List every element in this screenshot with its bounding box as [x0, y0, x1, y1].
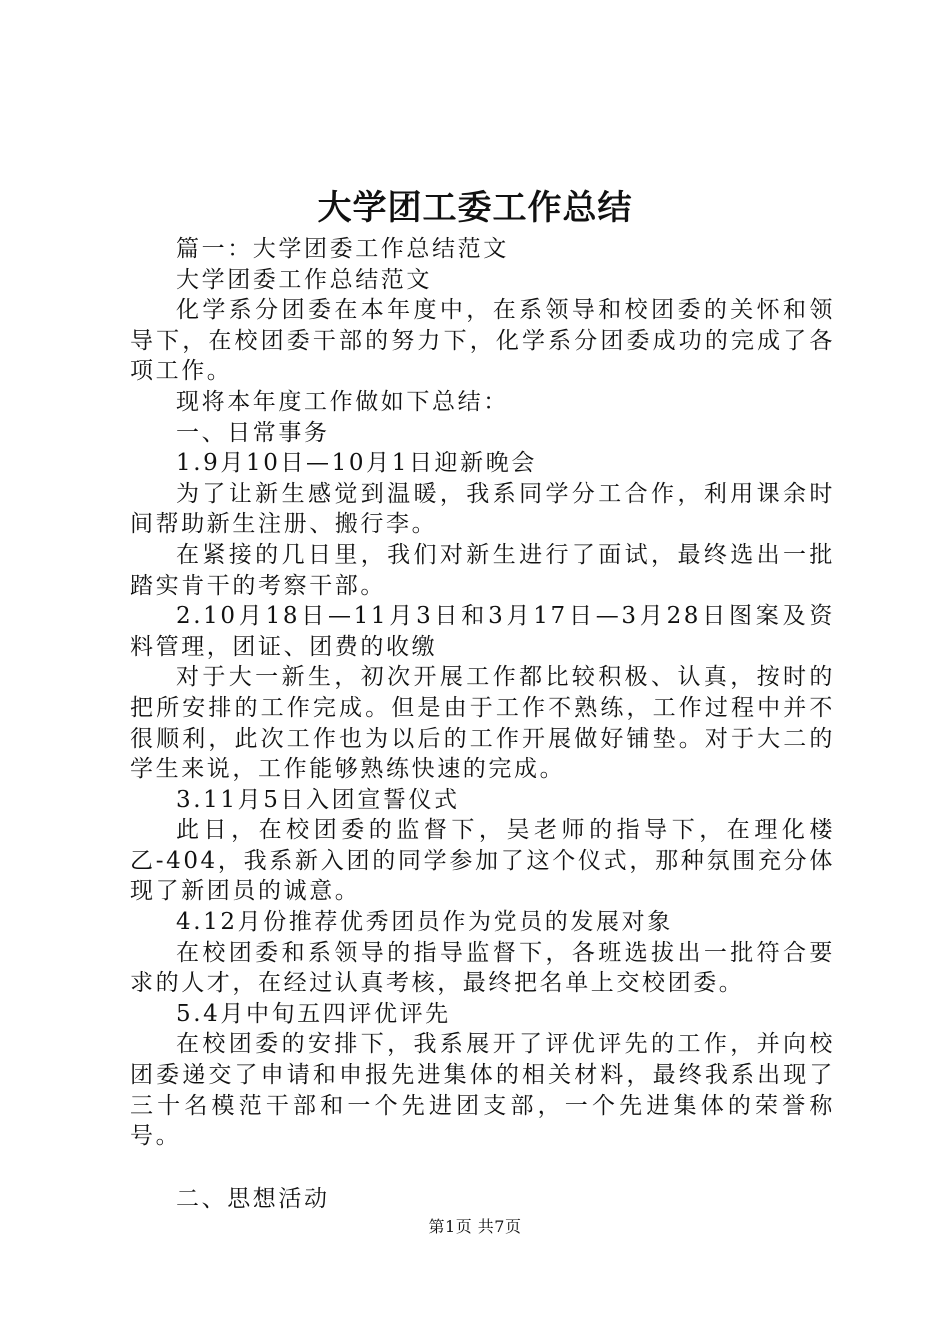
section-heading: 一、日常事务: [176, 419, 330, 446]
paragraph: 在校团委和系领导的指导监督下，各班选拔出一批符合要求的人才，在经过认真考核，最终把名单上交校团委。: [130, 939, 835, 997]
document-body: [130, 234, 835, 1214]
paragraph: 此日，在校团委的监督下，吴老师的指导下，在理化楼乙-404，我系新入团的同学参加了这个仪式，那种氛围充分体现了新团员的诚意。: [130, 817, 835, 905]
paragraph: 在校团委的安排下，我系展开了评优评先的工作，并向校团委递交了申请和申报先进集体的相关材料，最终我系出现了三十名模范干部和一个先进团支部，一个先进集体的荣誉称号。: [130, 1031, 835, 1150]
page-footer: 第1页 共7页: [428, 1217, 522, 1236]
document-title: 大学团工委工作总结: [317, 188, 633, 228]
paragraph: 现将本年度工作做如下总结：: [176, 388, 509, 415]
item-heading: 5.4月中旬五四评优评先: [176, 1000, 451, 1027]
item-heading: 2.10月18日—11月3日和3月17日—3月28日图案及资料管理，团证、团费的收缴: [130, 603, 835, 660]
paragraph: 对于大一新生，初次开展工作都比较积极、认真，按时的把所安排的工作完成。但是由于工作不熟练，工作过程中并不很顺利，此次工作也为以后的工作开展做好铺垫。对于大二的学生来说，工作能够熟练快速的完成。: [130, 664, 835, 783]
paragraph: 篇一：大学团委工作总结范文: [176, 236, 509, 262]
paragraph: 在紧接的几日里，我们对新生进行了面试，最终选出一批踏实肯干的考察干部。: [130, 541, 835, 599]
paragraph: 化学系分团委在本年度中，在系领导和校团委的关怀和领导下，在校团委干部的努力下，化学系分团委成功的完成了各项工作。: [130, 297, 835, 385]
item-heading: 4.12月份推荐优秀团员作为党员的发展对象: [176, 909, 673, 936]
paragraph: 大学团委工作总结范文: [176, 266, 432, 293]
paragraph: 为了让新生感觉到温暖，我系同学分工合作，利用课余时间帮助新生注册、搬行李。: [130, 480, 835, 538]
item-heading: 1.9月10日—10月1日迎新晚会: [176, 450, 537, 477]
item-heading: 3.11月5日入团宣誓仪式: [176, 786, 460, 813]
section-heading: 二、思想活动: [176, 1185, 330, 1212]
